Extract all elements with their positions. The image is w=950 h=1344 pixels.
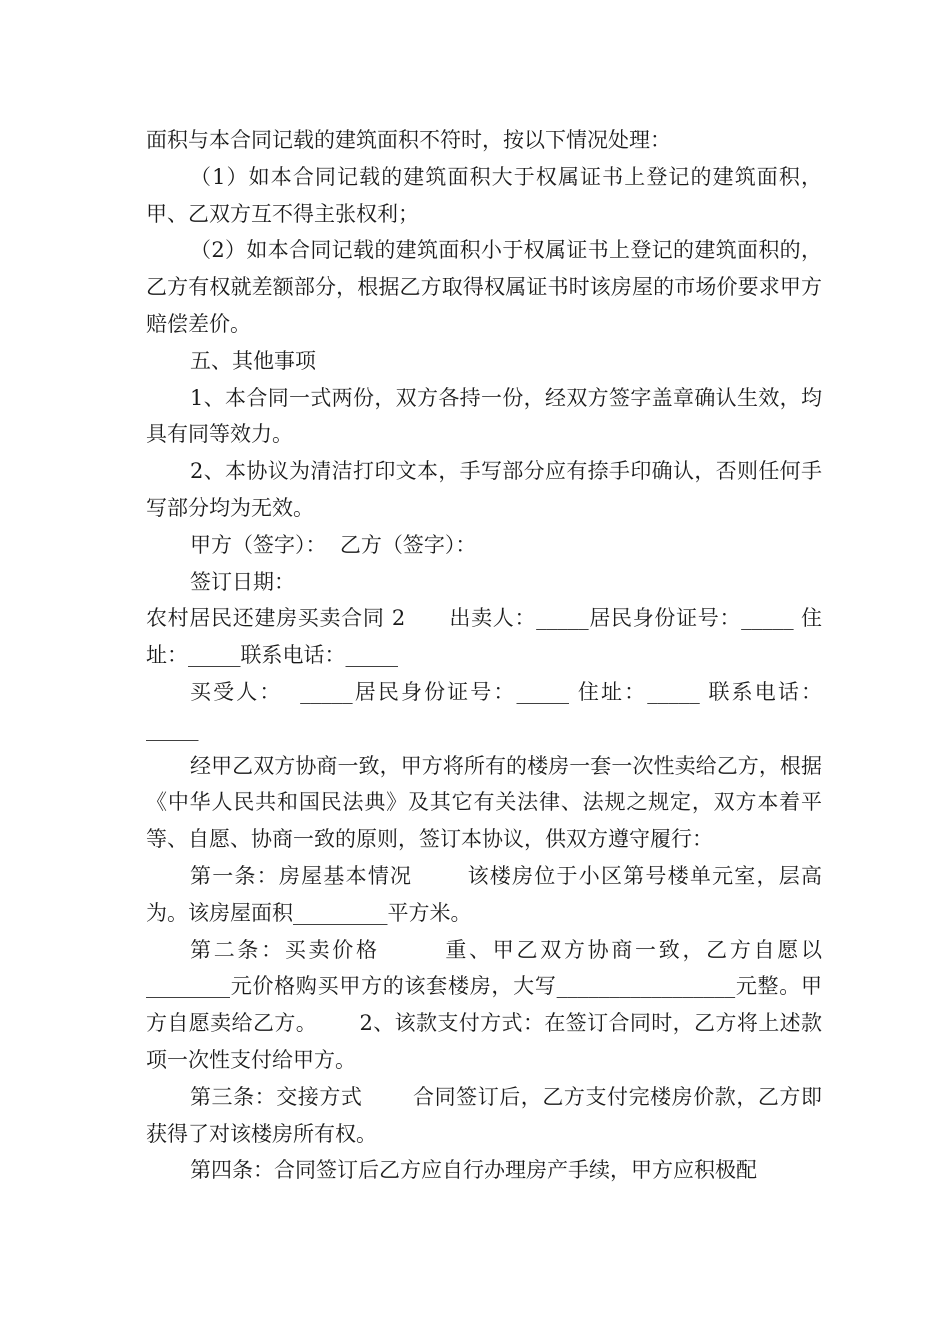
- paragraph: 第三条：交接方式 合同签订后，乙方支付完楼房价款，乙方即获得了对该楼房所有权。: [146, 1084, 822, 1146]
- paragraph: 第二条：买卖价格 重、甲乙双方协商一致，乙方自愿以________元价格购买甲方的该套楼房，大写_________________元整。甲方自愿卖给乙方。 2、该款支付方式：在签订合同时，乙方将上述款项一次性支付给甲方。: [146, 937, 822, 1072]
- paragraph: 签订日期：: [190, 569, 295, 594]
- paragraph: 1、本合同一式两份，双方各持一份，经双方签字盖章确认生效，均具有同等效力。: [146, 385, 822, 447]
- paragraph: 经甲乙双方协商一致，甲方将所有的楼房一套一次性卖给乙方，根据《中华人民共和国民法典》及其它有关法律、法规之规定，双方本着平等、自愿、协商一致的原则，签订本协议，供双方遵守履行：: [146, 753, 822, 852]
- paragraph: 第四条：合同签订后乙方应自行办理房产手续，甲方应积极配: [190, 1158, 757, 1183]
- paragraph: 第一条：房屋基本情况 该楼房位于小区第号楼单元室，层高为。该房屋面积_________平方米。: [146, 863, 822, 925]
- document-body: [146, 122, 822, 1189]
- paragraph: 农村居民还建房买卖合同 2 出卖人：_____居民身份证号：_____ 住址：_____联系电话：_____: [146, 606, 822, 668]
- paragraph: 五、其他事项: [190, 348, 316, 373]
- paragraph: 面积与本合同记载的建筑面积不符时，按以下情况处理：: [146, 128, 671, 152]
- paragraph: 2、本协议为清洁打印文本，手写部分应有捺手印确认，否则任何手写部分均为无效。: [146, 459, 822, 520]
- paragraph: （1）如本合同记载的建筑面积大于权属证书上登记的建筑面积，甲、乙双方互不得主张权利；: [146, 164, 822, 226]
- paragraph: 买受人： _____居民身份证号：_____ 住址：_____ 联系电话：_____: [146, 679, 822, 741]
- paragraph: 甲方（签字）： 乙方（签字）：: [190, 532, 477, 557]
- paragraph: （2）如本合同记载的建筑面积小于权属证书上登记的建筑面积的，乙方有权就差额部分，根据乙方取得权属证书时该房屋的市场价要求甲方赔偿差价。: [146, 238, 822, 336]
